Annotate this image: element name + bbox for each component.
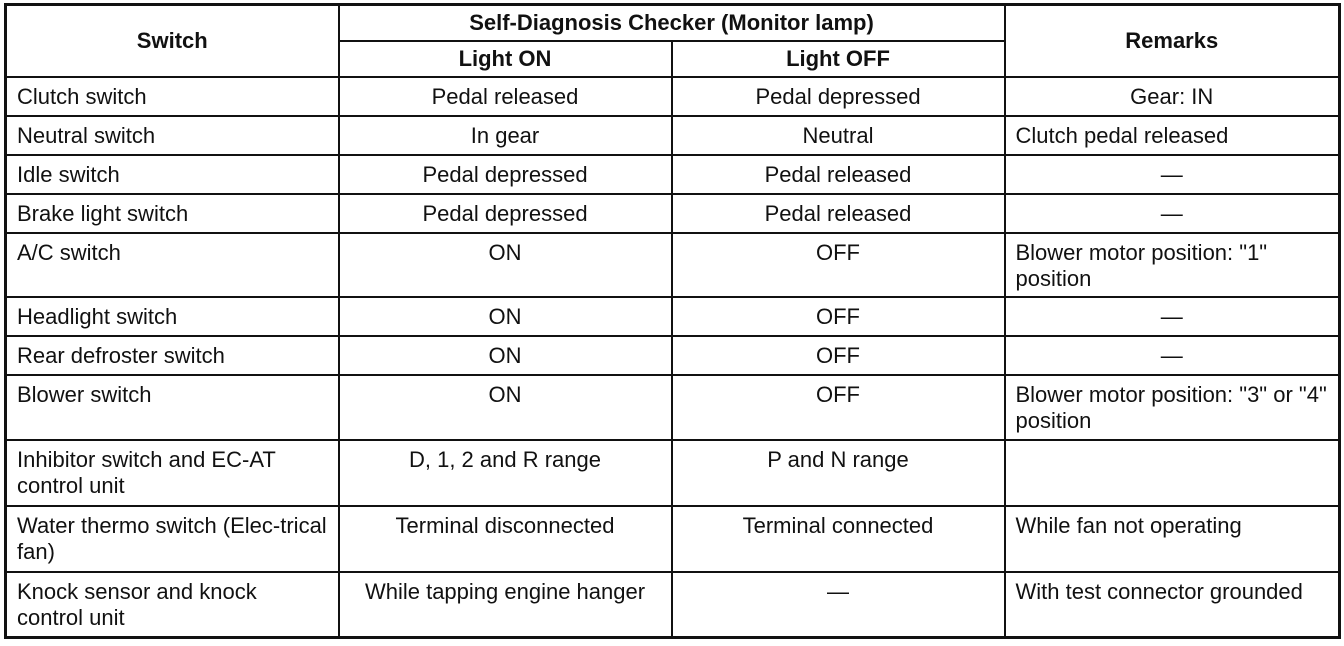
light-on-cell: Pedal depressed [339, 155, 672, 194]
self-diagnosis-table [4, 3, 1341, 639]
table-row [6, 155, 1340, 194]
remarks-cell: — [1005, 155, 1340, 194]
table-row [6, 336, 1340, 375]
header-self-diagnosis-checker: Self-Diagnosis Checker (Monitor lamp) [339, 5, 1005, 41]
light-on-cell: Pedal released [339, 77, 672, 116]
table-row [6, 116, 1340, 155]
light-on-cell: ON [339, 297, 672, 336]
switch-cell: Blower switch [6, 375, 339, 440]
light-off-cell: Pedal released [672, 155, 1005, 194]
switch-cell: Water thermo switch (Elec-trical fan) [6, 506, 339, 572]
light-off-cell: Pedal released [672, 194, 1005, 233]
table-row [6, 506, 1340, 572]
light-on-cell: In gear [339, 116, 672, 155]
light-off-cell: OFF [672, 375, 1005, 440]
remarks-cell: — [1005, 336, 1340, 375]
switch-cell: Neutral switch [6, 116, 339, 155]
header-light-on: Light ON [339, 41, 672, 77]
remarks-cell: — [1005, 297, 1340, 336]
light-off-cell: — [672, 572, 1005, 638]
light-on-cell: Terminal disconnected [339, 506, 672, 572]
switch-cell: Inhibitor switch and EC-AT control unit [6, 440, 339, 506]
remarks-cell: Blower motor position: "1" position [1005, 233, 1340, 297]
remarks-cell [1005, 440, 1340, 506]
switch-cell: Headlight switch [6, 297, 339, 336]
light-off-cell: Pedal depressed [672, 77, 1005, 116]
table-row [6, 77, 1340, 116]
light-off-cell: OFF [672, 297, 1005, 336]
light-on-cell: ON [339, 375, 672, 440]
switch-cell: Idle switch [6, 155, 339, 194]
table-row [6, 440, 1340, 506]
table-row [6, 572, 1340, 638]
switch-cell: Clutch switch [6, 77, 339, 116]
light-off-cell: P and N range [672, 440, 1005, 506]
table-row [6, 233, 1340, 297]
light-on-cell: Pedal depressed [339, 194, 672, 233]
remarks-cell: Clutch pedal released [1005, 116, 1340, 155]
light-on-cell: While tapping engine hanger [339, 572, 672, 638]
remarks-cell: Gear: IN [1005, 77, 1340, 116]
table-row [6, 297, 1340, 336]
light-off-cell: OFF [672, 233, 1005, 297]
light-off-cell: OFF [672, 336, 1005, 375]
light-on-cell: ON [339, 233, 672, 297]
remarks-cell: Blower motor position: "3" or "4" position [1005, 375, 1340, 440]
light-off-cell: Terminal connected [672, 506, 1005, 572]
header-switch: Switch [6, 5, 339, 77]
switch-cell: Brake light switch [6, 194, 339, 233]
remarks-cell: While fan not operating [1005, 506, 1340, 572]
switch-cell: Rear defroster switch [6, 336, 339, 375]
header-light-off: Light OFF [672, 41, 1005, 77]
remarks-cell: With test connector grounded [1005, 572, 1340, 638]
switch-cell: Knock sensor and knock control unit [6, 572, 339, 638]
light-on-cell: D, 1, 2 and R range [339, 440, 672, 506]
header-remarks: Remarks [1005, 5, 1340, 77]
remarks-cell: — [1005, 194, 1340, 233]
light-off-cell: Neutral [672, 116, 1005, 155]
switch-cell: A/C switch [6, 233, 339, 297]
light-on-cell: ON [339, 336, 672, 375]
table-row [6, 375, 1340, 440]
table-row [6, 194, 1340, 233]
